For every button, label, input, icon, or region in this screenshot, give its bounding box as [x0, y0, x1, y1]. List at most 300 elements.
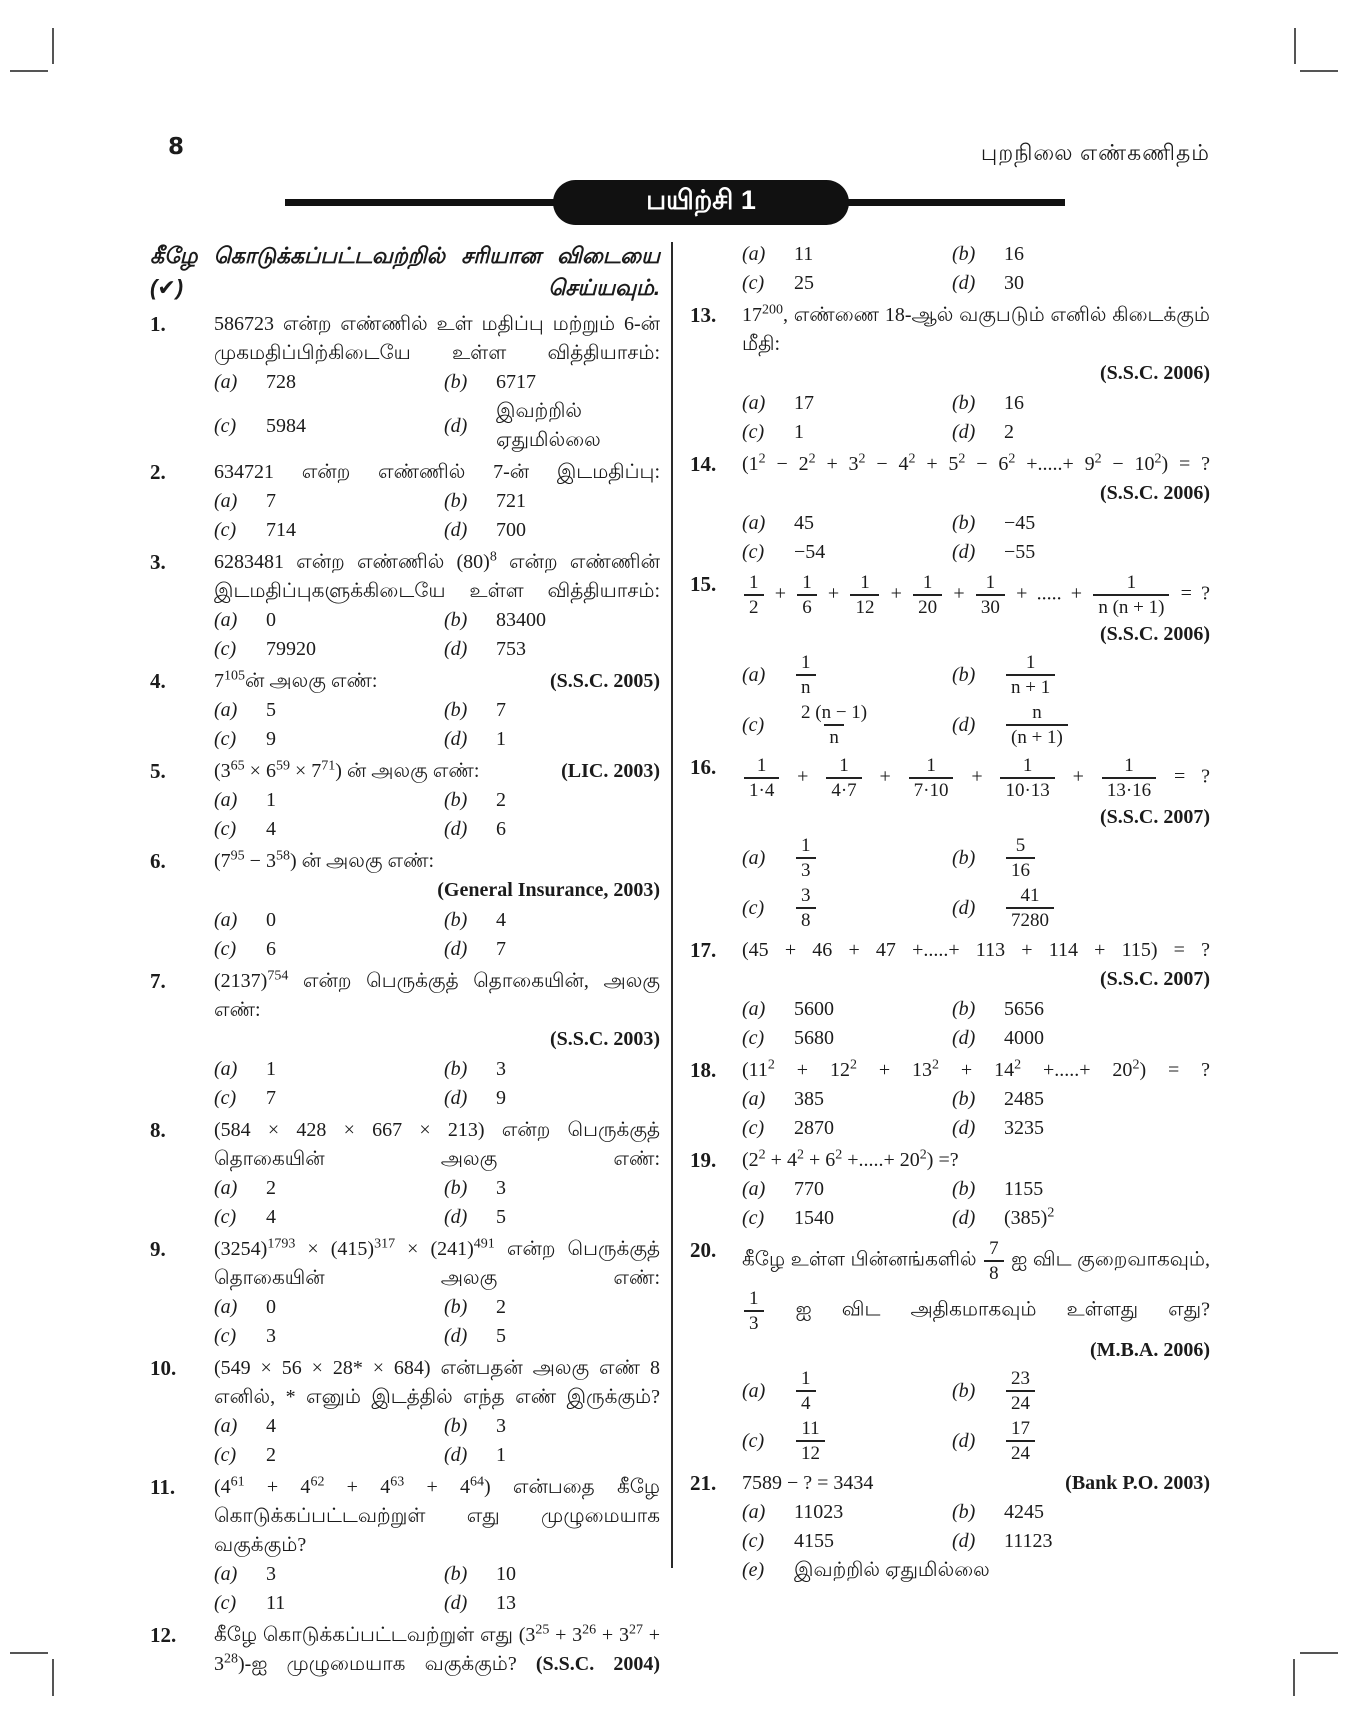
option-label: (d) — [444, 1325, 468, 1347]
question-number: 9. — [150, 1237, 166, 1261]
fraction-denominator: 20 — [913, 594, 942, 619]
option-value: 3 — [266, 1325, 276, 1347]
option-label: (c) — [742, 1530, 765, 1552]
question-number: 21. — [690, 1471, 717, 1495]
superscript: 2 — [932, 1057, 940, 1073]
options-grid — [150, 368, 660, 455]
superscript: 2 — [919, 1147, 927, 1163]
fraction-denominator: 7·10 — [909, 777, 954, 802]
option-item — [444, 635, 660, 664]
question-item — [150, 548, 660, 664]
fraction-numerator: 5 — [1015, 835, 1026, 856]
superscript: 2 — [835, 1147, 843, 1163]
question-body: ($1^2 - 2^2 + 3^2 - 4^2 + 5^2 - 6^2$ +.....+ $9^2 - 10^2$) = ? — [742, 451, 1210, 475]
option-value — [1004, 833, 1037, 883]
crop-mark-bottom-left-v — [52, 1659, 54, 1696]
question-body: ($2^2 + 4^2 + 6^2$ +.....+ $20^2$) =? — [742, 1147, 959, 1171]
option-label: (b) — [444, 490, 468, 512]
option-item — [214, 368, 444, 397]
fraction — [1006, 1367, 1035, 1415]
option-item — [742, 269, 952, 298]
option-value — [1004, 1416, 1037, 1466]
option-value: 11123 — [1004, 1530, 1053, 1552]
fraction-numerator: 1 — [801, 652, 811, 673]
question-row — [690, 1469, 1210, 1498]
superscript: 61 — [230, 1474, 245, 1490]
option-value: 4 — [496, 909, 506, 931]
option-item — [444, 935, 660, 964]
fraction-numerator: 1 — [802, 572, 812, 593]
question-row — [150, 667, 660, 696]
option-label: (b) — [952, 1088, 976, 1110]
exam-source-line — [690, 359, 1210, 389]
option-label: (b) — [444, 1177, 468, 1199]
option-item — [742, 509, 952, 538]
exam-source-line — [690, 803, 1210, 833]
option-item — [952, 1366, 1210, 1416]
question-item — [150, 667, 660, 754]
fraction — [1093, 571, 1169, 619]
options-grid — [690, 1085, 1210, 1143]
option-item — [444, 1293, 660, 1322]
option-value — [794, 1416, 827, 1466]
right-column-questions — [690, 240, 1210, 1585]
option-label: (d) — [444, 728, 468, 750]
crop-mark-bottom-right-v — [1293, 1659, 1295, 1696]
crop-mark-bottom-right-h — [1300, 1652, 1338, 1654]
question-number: 13. — [690, 303, 717, 327]
option-item — [742, 1114, 952, 1143]
options-grid — [690, 389, 1210, 447]
option-item — [214, 1055, 444, 1084]
question-body: (45 + 46 + 47 +.....+ 113 + 114 + 115) = ? — [742, 939, 1210, 961]
fraction-denominator: 6 — [797, 594, 817, 619]
option-item — [214, 1589, 444, 1618]
option-item — [444, 1322, 660, 1351]
option-value: 11 — [794, 243, 814, 265]
option-value: 770 — [794, 1178, 824, 1200]
option-value: 4 — [266, 1206, 276, 1228]
option-value — [794, 700, 874, 750]
option-value: 2 — [1004, 421, 1014, 443]
option-value: $(385)^2$ — [1004, 1205, 1055, 1229]
question-number: 3. — [150, 550, 166, 574]
question-row — [690, 450, 1210, 479]
fraction-denominator: 4 — [796, 1390, 816, 1415]
column-divider — [671, 242, 673, 1568]
fraction-numerator: 1 — [801, 1368, 811, 1389]
option-item — [742, 1024, 952, 1053]
question-item — [690, 450, 1210, 567]
superscript: 2 — [1094, 451, 1102, 467]
fraction-denominator: 24 — [1006, 1390, 1035, 1415]
fraction-denominator: 13·16 — [1102, 777, 1156, 802]
option-value — [794, 650, 818, 700]
option-item — [952, 538, 1210, 567]
option-value: 83400 — [496, 609, 546, 631]
fraction — [1006, 701, 1068, 749]
question-item — [150, 1354, 660, 1470]
option-value — [794, 883, 818, 933]
fraction-numerator: 11 — [801, 1418, 820, 1439]
option-value: −55 — [1004, 541, 1036, 563]
fraction-denominator: n + 1 — [1006, 674, 1055, 699]
superscript: 2 — [958, 451, 966, 467]
option-item — [444, 906, 660, 935]
options-grid — [690, 995, 1210, 1053]
crop-mark-top-right-h — [1300, 70, 1338, 72]
option-label: (a) — [742, 1088, 766, 1110]
fraction-numerator: 7 — [989, 1238, 999, 1259]
options-grid — [690, 1498, 1210, 1585]
superscript: 1793 — [267, 1236, 296, 1252]
question-options-continued — [690, 240, 1210, 298]
fraction — [744, 1287, 764, 1335]
fraction — [796, 834, 816, 882]
superscript: 2 — [1014, 1057, 1022, 1073]
fraction — [744, 571, 764, 619]
option-item — [444, 1560, 660, 1589]
option-label: (d) — [952, 541, 976, 563]
option-value: 5 — [266, 699, 276, 721]
question-number: 8. — [150, 1118, 166, 1142]
option-value: 11 — [266, 1592, 286, 1614]
option-label: (a) — [214, 1296, 238, 1318]
option-value: 4245 — [1004, 1501, 1044, 1523]
superscript: 2 — [758, 451, 766, 467]
fraction — [796, 1367, 816, 1415]
question-number: 15. — [690, 572, 717, 596]
question-row — [690, 301, 1210, 359]
option-item — [214, 696, 444, 725]
exam-source-tag: (S.S.C. 2004) — [535, 1653, 661, 1675]
question-number: 10. — [150, 1356, 177, 1380]
option-label: (d) — [444, 818, 468, 840]
option-value: 4155 — [794, 1530, 834, 1552]
option-item — [444, 368, 660, 397]
option-label: (a) — [742, 1178, 766, 1200]
option-label: (d) — [444, 1087, 468, 1109]
option-value: −54 — [794, 541, 826, 563]
option-value: 1 — [266, 789, 276, 811]
question-body: $(3254)^{1793} \times (415)^{317} \times (241)^{491}$ என்ற பெருக்குத் தொகையின் அலகு எண்: — [214, 1236, 660, 1289]
exercise-banner-label: பயிற்சி 1 — [646, 185, 756, 215]
fraction-numerator: 1 — [922, 572, 933, 593]
option-item — [742, 1175, 952, 1204]
option-item — [952, 240, 1210, 269]
option-label: (b) — [952, 512, 976, 534]
question-item — [690, 753, 1210, 933]
exam-source-line — [150, 1025, 660, 1055]
fraction-denominator: 12 — [850, 594, 879, 619]
option-value: 1540 — [794, 1207, 834, 1229]
option-value: 4000 — [1004, 1027, 1044, 1049]
option-value: 9 — [496, 1087, 506, 1109]
option-label: (b) — [444, 371, 468, 393]
option-label: (c) — [742, 1429, 765, 1452]
option-value: 0 — [266, 909, 276, 931]
option-label: (a) — [214, 909, 238, 931]
page-number: 8 — [168, 134, 185, 160]
options-grid — [690, 1366, 1210, 1466]
question-body: 6283481 என்ற எண்ணில் $(80)^8$ என்ற எண்ணின் இடமதிப்புகளுக்கிடையே உள்ள வித்தியாசம்: — [214, 549, 660, 602]
superscript: 26 — [582, 1622, 597, 1638]
option-item — [444, 1441, 660, 1470]
option-value: 385 — [794, 1088, 824, 1110]
fraction-denominator: (n + 1) — [1006, 724, 1068, 749]
exam-source-tag: (S.S.C. 2006) — [1099, 482, 1210, 504]
option-item — [952, 1498, 1210, 1527]
option-label: (a) — [742, 998, 766, 1020]
option-value — [1004, 1366, 1037, 1416]
question-number: 11. — [150, 1475, 176, 1499]
fraction — [909, 754, 954, 802]
option-label: (b) — [444, 1563, 468, 1585]
option-label: (d) — [444, 638, 468, 660]
option-item — [952, 1114, 1210, 1143]
option-label: (e) — [742, 1559, 765, 1581]
superscript: 2 — [808, 451, 816, 467]
options-grid — [150, 906, 660, 964]
question-body: $(4^{61} + 4^{62} + 4^{63} + 4^{64})$ என்பதை கீழே கொடுக்கப்பட்டவற்றுள் எது முழுமையாக வகுக்கும்? — [214, 1474, 661, 1556]
option-value: 2485 — [1004, 1088, 1044, 1110]
option-label: (c) — [742, 896, 765, 919]
exam-source-tag: (S.S.C. 2006) — [1099, 362, 1210, 384]
fraction-denominator: n — [796, 674, 816, 699]
question-item — [150, 1116, 660, 1232]
superscript: 200 — [762, 302, 783, 318]
question-item — [150, 1473, 660, 1618]
option-value: 7 — [266, 490, 276, 512]
option-label: (c) — [214, 1444, 237, 1466]
fraction-denominator: 1·4 — [744, 777, 779, 802]
question-body: (549 × 56 × 28* × 684) என்பதன் அலகு எண் 8 எனில், * எனும் இடத்தில் எந்த எண் இருக்கும்? — [214, 1357, 660, 1408]
superscript: 2 — [767, 1057, 775, 1073]
question-item — [150, 1235, 660, 1351]
option-label: (a) — [742, 243, 766, 265]
fraction — [744, 754, 779, 802]
option-value: 6 — [496, 818, 506, 840]
option-value: 2870 — [794, 1117, 834, 1139]
question-body: (584 × 428 × 667 × 213) என்ற பெருக்குத் தொகையின் அலகு எண்: — [214, 1119, 660, 1170]
option-label: (a) — [214, 789, 238, 811]
superscript: 65 — [230, 758, 245, 774]
option-value: 1 — [266, 1058, 276, 1080]
option-value: 7 — [496, 699, 506, 721]
option-value: 10 — [496, 1563, 516, 1585]
option-item — [952, 1527, 1210, 1556]
crop-mark-bottom-left-h — [10, 1652, 48, 1654]
option-item — [214, 786, 444, 815]
option-item — [214, 1412, 444, 1441]
option-label: (c) — [742, 1207, 765, 1229]
option-label: (a) — [214, 1177, 238, 1199]
option-value: 6717 — [496, 371, 536, 393]
question-row — [690, 753, 1210, 803]
option-label: (a) — [742, 1379, 766, 1402]
superscript: 2 — [858, 451, 866, 467]
superscript: 28 — [224, 1651, 238, 1667]
question-body: $(2137)^{754}$ என்ற பெருக்குத் தொகையின், அலகு எண்: — [214, 968, 660, 1021]
fraction — [976, 571, 1005, 619]
option-item — [742, 1204, 952, 1233]
question-item — [690, 936, 1210, 1053]
option-label: (c) — [214, 638, 237, 660]
option-label: (c) — [214, 519, 237, 541]
fraction-numerator: 1 — [1025, 652, 1036, 673]
option-value: இவற்றில் ஏதுமில்லை — [794, 1559, 990, 1581]
exam-source-line — [690, 620, 1210, 650]
option-item — [742, 1416, 952, 1466]
superscript: 59 — [275, 758, 290, 774]
superscript: 317 — [374, 1236, 396, 1252]
fraction-numerator: n — [1032, 702, 1042, 723]
exercise-banner — [553, 180, 849, 225]
option-item — [952, 418, 1210, 447]
option-value — [794, 833, 818, 883]
question-item — [690, 1146, 1210, 1233]
question-row — [150, 1116, 660, 1174]
option-item — [952, 1085, 1210, 1114]
fraction-numerator: 1 — [860, 572, 870, 593]
fraction-denominator: 3 — [744, 1310, 764, 1335]
option-item — [444, 1174, 660, 1203]
question-item — [150, 458, 660, 545]
option-item — [444, 606, 660, 635]
question-body: ($11^2 + 12^2 + 13^2 + 14^2$ +.....+ $20^2$) = ? — [742, 1057, 1211, 1081]
fraction-denominator: 30 — [976, 594, 1005, 619]
option-item — [214, 635, 444, 664]
option-item — [742, 240, 952, 269]
exam-source-tag: (LIC. 2003) — [561, 760, 660, 782]
options-grid — [690, 509, 1210, 567]
option-value: 753 — [496, 638, 526, 660]
option-label: (d) — [444, 1592, 468, 1614]
superscript: 71 — [321, 758, 336, 774]
option-item — [444, 1589, 660, 1618]
option-label: (d) — [952, 1117, 976, 1139]
fraction-numerator: 23 — [1011, 1368, 1030, 1389]
superscript: 2 — [908, 451, 916, 467]
fraction-numerator: 1 — [926, 755, 936, 776]
superscript: 2 — [758, 1147, 766, 1163]
option-item — [952, 509, 1210, 538]
question-row — [690, 1146, 1210, 1175]
question-body: $\frac{1}{2}$ + $\frac{1}{6}$ + $\frac{1}{12}$ + $\frac{1}{20}$ + $\frac{1}{30}$ + ..... + $\frac{1}{n (n + 1)}$ = ? — [742, 570, 1210, 620]
options-grid — [150, 1055, 660, 1113]
option-value: 700 — [496, 519, 526, 541]
exam-source-line — [690, 1336, 1210, 1366]
question-row — [150, 1473, 660, 1560]
option-label: (d) — [952, 1429, 976, 1452]
question-row — [150, 1235, 660, 1293]
superscript: 2 — [849, 1057, 857, 1073]
option-item — [444, 696, 660, 725]
option-label: (b) — [952, 998, 976, 1020]
options-grid — [150, 1560, 660, 1618]
option-item — [742, 650, 952, 700]
superscript: 25 — [535, 1622, 550, 1638]
question-item — [690, 301, 1210, 447]
option-value: 721 — [496, 490, 526, 512]
option-item — [742, 995, 952, 1024]
option-label: (b) — [444, 1415, 468, 1437]
question-row — [150, 757, 660, 786]
fraction-numerator: 1 — [1126, 572, 1137, 593]
option-value: 1155 — [1004, 1178, 1044, 1200]
exam-source-tag: (S.S.C. 2003) — [549, 1028, 660, 1050]
option-label: (c) — [742, 541, 765, 563]
option-label: (c) — [214, 1592, 237, 1614]
fraction — [796, 884, 816, 932]
option-label: (b) — [444, 789, 468, 811]
option-item — [742, 418, 952, 447]
question-item — [690, 1236, 1210, 1466]
option-item — [952, 389, 1210, 418]
question-body: $\frac{1}{1\cdot 4}$ + $\frac{1}{4\cdot 7}$ + $\frac{1}{7\cdot 10}$ + $\frac{1}{10\cdot 13}$ + $\frac{1}{13\cdot 16}$ = ? — [742, 753, 1210, 803]
superscript: 2 — [1154, 451, 1162, 467]
fraction-numerator: 1 — [1022, 755, 1033, 776]
option-label: (d) — [952, 421, 976, 443]
option-item — [214, 487, 444, 516]
fraction — [984, 1237, 1004, 1285]
options-grid — [690, 1175, 1210, 1233]
question-row — [150, 310, 660, 368]
superscript: 2 — [796, 1147, 804, 1163]
option-value — [1004, 650, 1057, 700]
options-grid — [150, 1412, 660, 1470]
option-item — [952, 1024, 1210, 1053]
fraction — [796, 701, 872, 749]
option-item — [214, 606, 444, 635]
option-label: (c) — [214, 938, 237, 960]
options-grid — [150, 786, 660, 844]
option-label: (c) — [742, 272, 765, 294]
option-item — [444, 487, 660, 516]
option-label: (a) — [742, 512, 766, 534]
question-row — [690, 570, 1210, 620]
option-label: (c) — [214, 1325, 237, 1347]
option-item — [742, 1085, 952, 1114]
superscript: 2 — [1132, 1057, 1140, 1073]
option-value: 5600 — [794, 998, 834, 1020]
superscript: 27 — [628, 1622, 643, 1638]
superscript: 2 — [1047, 1205, 1055, 1221]
option-label: (b) — [444, 609, 468, 631]
superscript: 58 — [275, 848, 290, 864]
question-row — [150, 1354, 660, 1412]
option-value: 45 — [794, 512, 814, 534]
option-item — [214, 906, 444, 935]
option-value: 728 — [266, 371, 296, 393]
option-item — [214, 935, 444, 964]
option-item — [952, 1416, 1210, 1466]
option-label: (c) — [214, 728, 237, 750]
question-item — [690, 1469, 1210, 1585]
option-item — [952, 1175, 1210, 1204]
option-value: 4 — [266, 1415, 276, 1437]
fraction — [850, 571, 879, 619]
option-label: (d) — [444, 938, 468, 960]
option-item — [742, 883, 952, 933]
question-number: 19. — [690, 1148, 717, 1172]
fraction — [1006, 884, 1054, 932]
option-value: 2 — [266, 1177, 276, 1199]
option-item — [742, 389, 952, 418]
fraction — [913, 571, 942, 619]
question-body: 634721 என்ற எண்ணில் 7-ன் இடமதிப்பு: — [214, 461, 660, 483]
exam-source-tag: (General Insurance, 2003) — [437, 879, 660, 901]
